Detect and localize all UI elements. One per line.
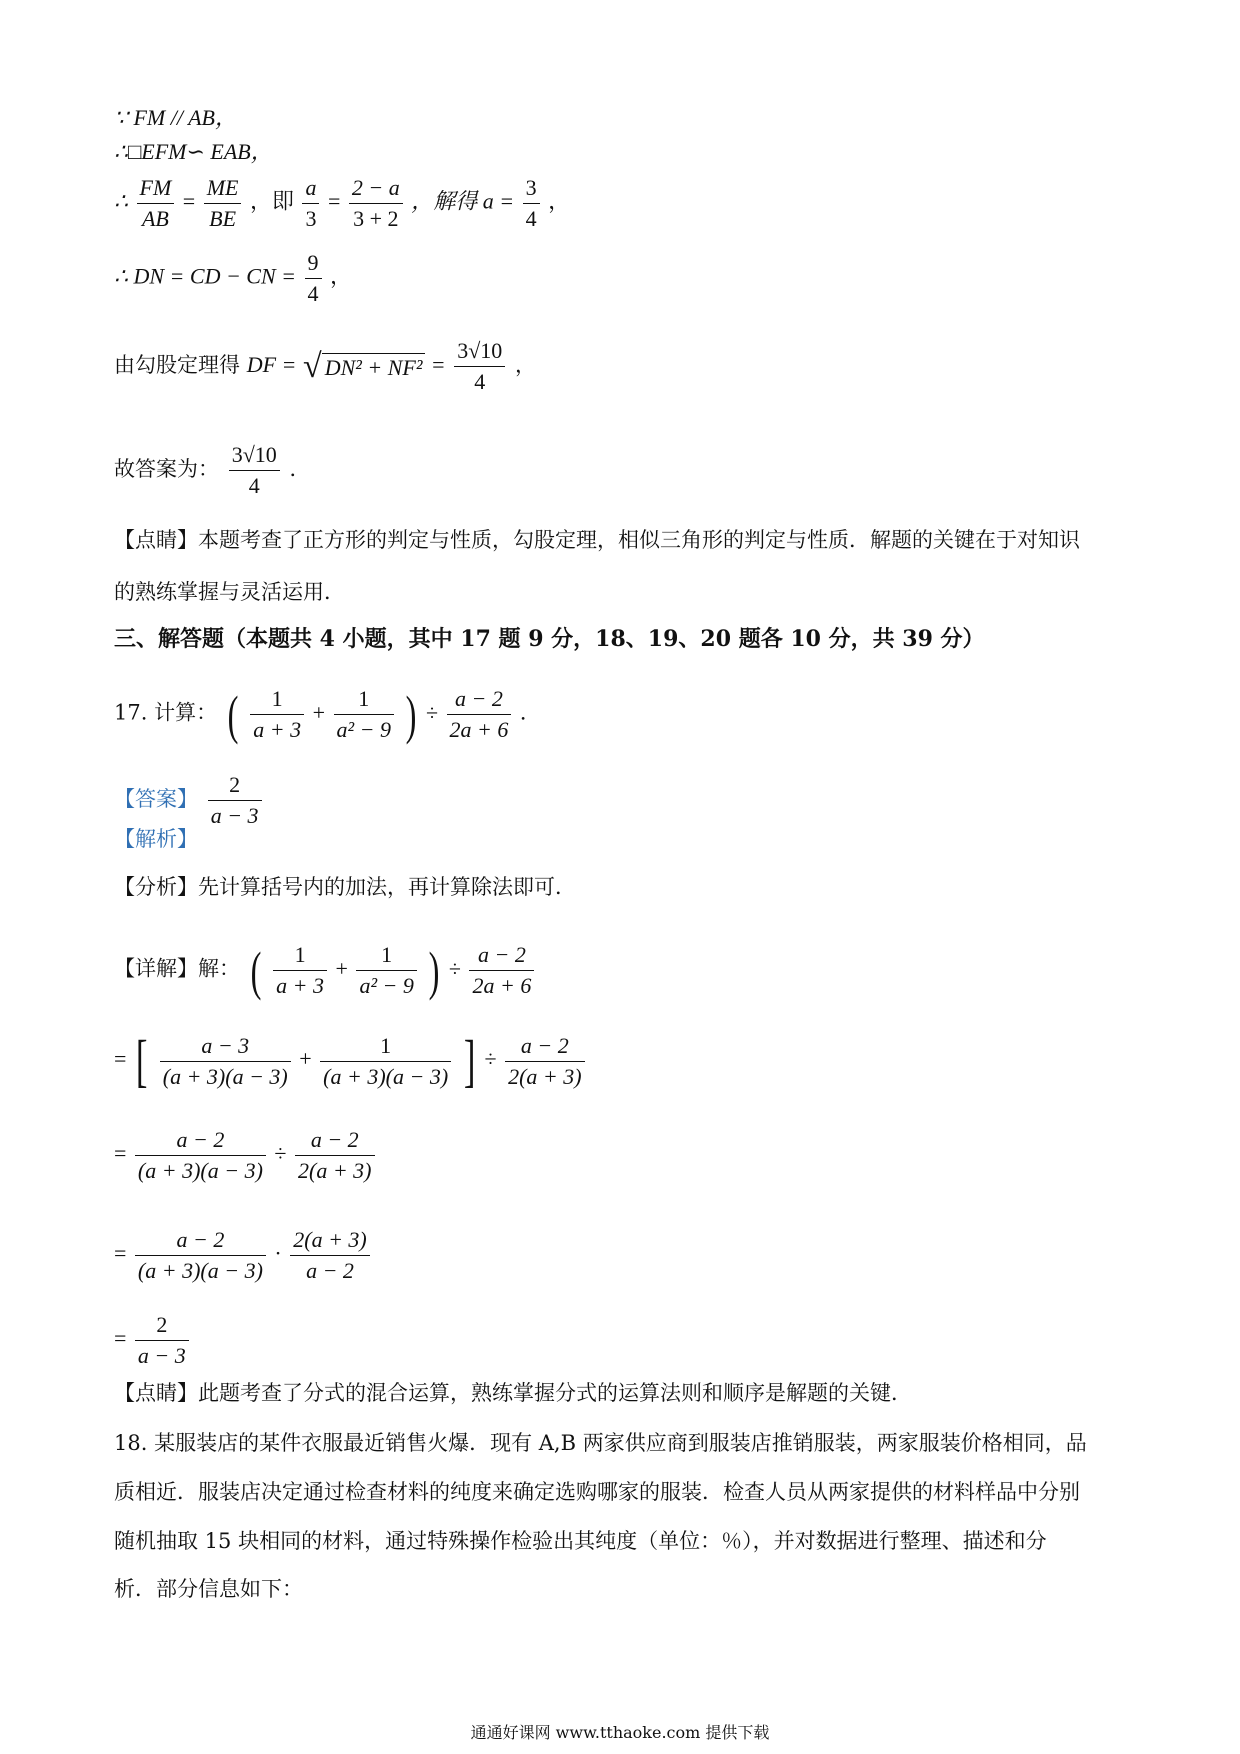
q17-comment: 【点睛】此题考查了分式的混合运算，熟练掌握分式的运算法则和顺序是解题的关键．	[114, 1381, 912, 1405]
line-parallel: ∵ FM // AB，	[114, 105, 237, 130]
q18-line-4: 析．部分信息如下：	[114, 1577, 303, 1601]
fraction: $\frac{1}{(a + 3)(a - 3)}$	[320, 1031, 451, 1092]
comment-prev: 【点睛】本题考查了正方形的判定与性质，勾股定理，相似三角形的判定与性质．解题的关键在于对知识	[114, 528, 1080, 552]
q17-answer	[114, 770, 265, 831]
fraction: $\frac{3√10}{4}$	[454, 336, 505, 397]
fraction: $\frac{a}{3}$	[302, 173, 319, 234]
fraction: $\frac{2}{a - 3}$	[208, 770, 262, 831]
fraction: $\frac{1}{a + 3}$	[250, 684, 304, 745]
q17-step2: = $\frac{a - 2}{(a + 3)(a - 3)}$ ÷ $\frac{a - 2}{2(a + 3)}$	[114, 1125, 378, 1186]
fraction: $\frac{a - 2}{2(a + 3)}$	[295, 1125, 375, 1186]
fraction: $\frac{ME}{BE}$	[204, 173, 242, 234]
q17-step3: = $\frac{a - 2}{(a + 3)(a - 3)}$ · $\frac{2(a + 3)}{a - 2}$	[114, 1225, 373, 1286]
fraction: $\frac{2(a + 3)}{a - 2}$	[290, 1225, 370, 1286]
fraction: $\frac{a - 2}{(a + 3)(a - 3)}$	[135, 1225, 266, 1286]
therefore: ∴	[114, 188, 128, 214]
text: 17. 计算：	[114, 700, 218, 725]
fraction: $\frac{a - 2}{(a + 3)(a - 3)}$	[135, 1125, 266, 1186]
q17-detail: 【详解】解： ( $\frac{1}{a + 3}$ + $\frac{1}{\text{a² − 9}}$ ) ÷ $\frac{a - 2}{2a + 6}$	[114, 940, 537, 1001]
comment-prev-2: 的熟练掌握与灵活运用．	[114, 580, 345, 604]
answer-label: 【答案】	[114, 787, 198, 811]
q17-step1: = [ $\frac{a - 3}{(a + 3)(a - 3)}$ + $\frac{1}{(a + 3)(a - 3)}$ ] ÷ $\frac{a - 2}{2(a + 3)}$	[114, 1030, 588, 1092]
line-ratio: ∴ $\frac{FM}{AB}$ = $\frac{ME}{BE}$ ，即 $\frac{a}{3}$ = $\frac{2 - a}{3 + 2}$ ，解得 a = $\frac{3}{4}$ ，	[114, 173, 570, 234]
analysis-label: 【解析】	[114, 827, 198, 851]
footer: 通通好课网 www.tthaoke.com 提供下载	[470, 1723, 770, 1742]
text: ∴ DN = CD − CN =	[114, 263, 297, 289]
line-answer-prev: 故答案为： $\frac{3√10}{4}$ ．	[114, 440, 310, 501]
text: ，即	[249, 188, 294, 214]
text: 【详解】解：	[114, 956, 240, 981]
q18-line-2: 质相近．服装店决定通过检查材料的纯度来确定选购哪家的服装．检查人员从两家提供的材料样品中分别	[114, 1480, 1080, 1504]
line-df: 由勾股定理得 DF = √ DN² + NF² = $\frac{3√10}{4}$ ，	[114, 336, 536, 397]
fraction: $\frac{2 - a}{3 + 2}$	[349, 173, 403, 234]
text: ，解得 a =	[411, 188, 515, 214]
section-title: 三、解答题（本题共 4 小题，其中 17 题 9 分，18、19、20 题各 10 分，共 39 分）	[114, 626, 985, 652]
q17-step4: = $\frac{2}{a - 3}$	[114, 1310, 192, 1371]
q17-analysis: 【分析】先计算括号内的加法，再计算除法即可．	[114, 875, 576, 899]
fraction: $\frac{a - 2}{2(a + 3)}$	[505, 1031, 585, 1092]
fraction: $\frac{1}{a + 3}$	[273, 940, 327, 1001]
fraction: $\frac{2}{a - 3}$	[135, 1310, 189, 1371]
fraction: $\frac{3}{4}$	[523, 173, 540, 234]
line-dn: ∴ DN = CD − CN = $\frac{9}{4}$ ，	[114, 248, 352, 309]
fraction: $\frac{3√10}{4}$	[229, 440, 280, 501]
sqrt: √ DN² + NF²	[303, 351, 425, 383]
line-similar: ∴□EFM∽ EAB，	[114, 139, 273, 164]
fraction: $\frac{1}{\text{a² − 9}}$	[334, 684, 394, 745]
text: 由勾股定理得	[114, 353, 240, 377]
fraction: $\frac{9}{4}$	[305, 248, 322, 309]
text: DF =	[246, 352, 297, 377]
q18-line-1: 18. 某服装店的某件衣服最近销售火爆．现有 A,B 两家供应商到服装店推销服装，两家服装价格相同，品	[114, 1431, 1087, 1455]
fraction: $\frac{a - 2}{2a + 6}$	[447, 684, 512, 745]
fraction: $\frac{a - 2}{2a + 6}$	[469, 940, 534, 1001]
fraction: $\frac{1}{\text{a² − 9}}$	[356, 940, 416, 1001]
q17-statement: 17. 计算： ( $\frac{1}{a + 3}$ + $\frac{1}{\text{a² − 9}}$ ) ÷ $\frac{a - 2}{2a + 6}$ ．	[114, 684, 541, 745]
text: 故答案为：	[114, 457, 219, 481]
q18-line-3: 随机抽取 15 块相同的材料，通过特殊操作检验出其纯度（单位：％），并对数据进行整理、描述和分	[114, 1529, 1047, 1553]
fraction: $\frac{a - 3}{(a + 3)(a - 3)}$	[160, 1031, 291, 1092]
fraction: $\frac{FM}{AB}$	[137, 173, 175, 234]
